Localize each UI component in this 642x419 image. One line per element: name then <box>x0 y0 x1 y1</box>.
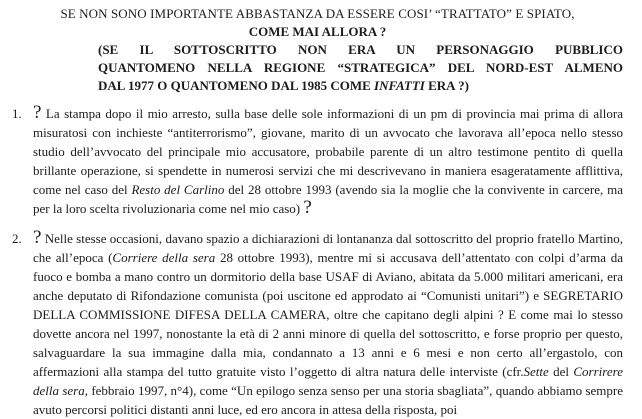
header-question-line: COME MAI ALLORA ? <box>248 24 387 39</box>
italic-text-run: Resto del Carlino <box>131 182 225 197</box>
big-question-mark: ? <box>303 197 312 218</box>
text-run: , febbraio 1997, n°4), come “Un epilogo senza senso per una storia sbagliata”, quando abbiamo sempre avuto percorsi politici distanti anni luce, ed ero ancora in attesa della risposta, poi <box>33 383 624 417</box>
header-paren-block <box>98 41 623 95</box>
italic-text-run: Corriere della sera <box>112 250 216 265</box>
paren-line-2 <box>98 59 623 77</box>
big-question-mark: ? <box>33 102 42 123</box>
text-run: QUANTOMENO NELLA REGIONE “STRATEGICA” DEL NORD-EST ALMENO <box>98 60 623 75</box>
document-header <box>12 5 623 95</box>
list-item-2 <box>12 229 623 419</box>
paren-line-1 <box>98 41 623 59</box>
italic-text-run: Corrirere della sera <box>33 364 623 398</box>
text-run: DAL 1977 O QUANTOMENO DAL 1985 COME <box>98 78 375 93</box>
paren-line-3 <box>98 77 623 95</box>
text-run: 28 ottobre 1993), mentre mi si accusava dell’attentato con colpi d’arma da fuoco e bomba a mano contro un dormitorio della base USAF di Aviano, abitata da 5.000 militari americani, era anche deputato di Rifondazione comunista (poi uscitone ed approdato ai “Comunisti unitari”) e SEGRETARIO DELLA COMMISSIONE DIFESA DELLA CAMERA, oltre che capitano degli alpini ? E come mai lo stesso dovette ancora nel 1997, nonostante la età di 2 anni minore di quella del sottoscritto, e forse proprio per questo, salvaguardare la sua immagine dalla mia, condannato a 13 anni e 6 mesi e non certo all’ergastolo, con affermazioni alla stampa del tutto gratuite visto l’oggetto di altra natura delle interviste (cfr. <box>33 250 623 379</box>
item-text <box>33 229 623 419</box>
text-run: Nelle stesse occasioni, davano spazio a dichiarazioni di lontananza dal sottoscritto del proprio fratello Martino, che all’epoca ( <box>33 231 623 265</box>
item-number: 2. <box>12 231 22 246</box>
item-number: 1. <box>12 106 22 121</box>
numbered-list <box>12 104 623 419</box>
italic-text-run: Sette <box>523 364 549 379</box>
italic-text-run: INFATTI <box>374 78 425 93</box>
header-line-1: SE NON SONO IMPORTANTE ABBASTANZA DA ESSERE COSI’ “TRATTATO” E SPIATO, <box>60 6 575 21</box>
item-text <box>33 104 623 218</box>
list-item-1 <box>12 104 623 218</box>
text-run: del <box>548 364 574 379</box>
text-run: La stampa dopo il mio arresto, sulla base delle sole informazioni di un pm di provincia mai prima di allora misuratosi con inchieste “antiterrorismo”, giovane, marito di un avvocato che lavorava all’epoca nello stesso studio dell’avvocato del principale mio accusatore, probabile parente di un altro testimone pentito di quella brillante operazione, si spendette in numerosi servizi che mi descrivevano in maniera esageratamente afflittiva, come nel caso del <box>33 106 623 197</box>
big-question-mark: ? <box>33 227 42 248</box>
text-run: ERA ?) <box>424 78 469 93</box>
text-run: del 28 ottobre 1993 (avendo sia la moglie che la convivente in carcere, ma per la loro scelta rivoluzionaria come nel mio caso) <box>33 182 624 216</box>
text-run: (SE IL SOTTOSCRITTO NON ERA UN PERSONAGGIO PUBBLICO <box>98 42 623 57</box>
